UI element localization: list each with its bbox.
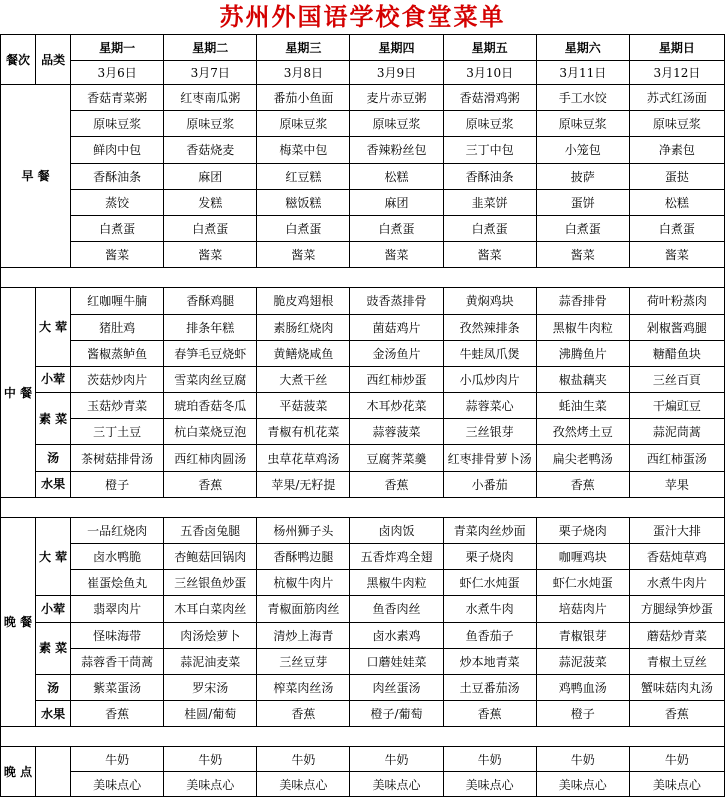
menu-item: 香辣粉丝包 xyxy=(350,137,443,163)
menu-item: 蒸饺 xyxy=(71,189,164,215)
menu-item: 培菇肉片 xyxy=(536,596,629,622)
category-label: 素 菜 xyxy=(36,622,71,674)
day-name: 星期日 xyxy=(629,35,724,61)
menu-item: 翡翠肉片 xyxy=(71,596,164,622)
section-gap xyxy=(1,727,725,747)
menu-item: 酱菜 xyxy=(350,242,443,268)
menu-item: 沸腾鱼片 xyxy=(536,340,629,366)
menu-item: 苹果/无籽提 xyxy=(257,471,350,497)
menu-item: 美味点心 xyxy=(629,772,724,797)
menu-item: 酱菜 xyxy=(536,242,629,268)
menu-item: 香蕉 xyxy=(71,701,164,727)
menu-item: 雪菜肉丝豆腐 xyxy=(164,366,257,392)
menu-item: 虫草花草鸡汤 xyxy=(257,445,350,471)
menu-item: 青椒土豆丝 xyxy=(629,648,724,674)
menu-item: 蚝油生菜 xyxy=(536,393,629,419)
day-name: 星期二 xyxy=(164,35,257,61)
menu-item: 原味豆浆 xyxy=(629,111,724,137)
menu-item: 蟹味菇肉丸汤 xyxy=(629,674,724,700)
menu-item: 蘑菇炒青菜 xyxy=(629,622,724,648)
menu-item: 紫菜蛋汤 xyxy=(71,674,164,700)
menu-item: 香蕉 xyxy=(443,701,536,727)
menu-item: 栗子烧肉 xyxy=(443,544,536,570)
menu-item: 杭椒牛肉片 xyxy=(257,570,350,596)
menu-item: 糍饭糕 xyxy=(257,189,350,215)
menu-item: 西红柿蛋汤 xyxy=(629,445,724,471)
category-label: 素 菜 xyxy=(36,393,71,445)
day-name: 星期三 xyxy=(257,35,350,61)
menu-item: 橙子/葡萄 xyxy=(350,701,443,727)
menu-item: 白煮蛋 xyxy=(443,215,536,241)
menu-item: 三丝豆芽 xyxy=(257,648,350,674)
day-date: 3月7日 xyxy=(164,61,257,85)
menu-item: 清炒上海青 xyxy=(257,622,350,648)
menu-item: 牛奶 xyxy=(629,747,724,772)
menu-item: 木耳白菜肉丝 xyxy=(164,596,257,622)
menu-item: 白煮蛋 xyxy=(536,215,629,241)
menu-item: 茶树菇排骨汤 xyxy=(71,445,164,471)
snack-label: 晚 点 xyxy=(1,747,36,797)
menu-item: 三丁土豆 xyxy=(71,419,164,445)
menu-item: 脆皮鸡翅根 xyxy=(257,288,350,314)
menu-item: 榨菜肉丝汤 xyxy=(257,674,350,700)
menu-item: 糖醋鱼块 xyxy=(629,340,724,366)
menu-item: 一品红烧肉 xyxy=(71,517,164,543)
menu-item: 香蕉 xyxy=(257,701,350,727)
menu-item: 大煮干丝 xyxy=(257,366,350,392)
menu-item: 三丁中包 xyxy=(443,137,536,163)
menu-item: 方腿绿笋炒蛋 xyxy=(629,596,724,622)
dinner-label: 晚 餐 xyxy=(1,517,36,727)
menu-item: 韭菜饼 xyxy=(443,189,536,215)
menu-item: 排条年糕 xyxy=(164,314,257,340)
day-name: 星期一 xyxy=(71,35,164,61)
menu-item: 橙子 xyxy=(536,701,629,727)
menu-item: 三丝银芽 xyxy=(443,419,536,445)
day-date: 3月8日 xyxy=(257,61,350,85)
menu-item: 杭白菜烧豆泡 xyxy=(164,419,257,445)
menu-title: 苏州外国语学校食堂菜单 xyxy=(219,2,506,31)
menu-item: 苹果 xyxy=(629,471,724,497)
menu-item: 鱼香茄子 xyxy=(443,622,536,648)
menu-item: 桂圆/葡萄 xyxy=(164,701,257,727)
menu-item: 香酥油条 xyxy=(443,163,536,189)
menu-item: 原味豆浆 xyxy=(443,111,536,137)
menu-item: 白煮蛋 xyxy=(629,215,724,241)
menu-item: 五香卤兔腿 xyxy=(164,517,257,543)
menu-item: 酱菜 xyxy=(257,242,350,268)
menu-item: 琥珀香菇冬瓜 xyxy=(164,393,257,419)
menu-item: 松糕 xyxy=(629,189,724,215)
menu-item: 牛奶 xyxy=(257,747,350,772)
menu-item: 原味豆浆 xyxy=(71,111,164,137)
menu-item: 牛奶 xyxy=(164,747,257,772)
menu-item: 三丝百頁 xyxy=(629,366,724,392)
menu-item: 蒜蓉菠菜 xyxy=(350,419,443,445)
menu-item: 红枣排骨萝卜汤 xyxy=(443,445,536,471)
menu-item: 青椒面筋肉丝 xyxy=(257,596,350,622)
menu-item: 原味豆浆 xyxy=(350,111,443,137)
menu-item: 罗宋汤 xyxy=(164,674,257,700)
menu-item: 牛奶 xyxy=(350,747,443,772)
menu-item: 美味点心 xyxy=(71,772,164,797)
menu-item: 梅菜中包 xyxy=(257,137,350,163)
menu-item: 栗子烧肉 xyxy=(536,517,629,543)
menu-item: 番茄小鱼面 xyxy=(257,85,350,111)
menu-item: 酱菜 xyxy=(164,242,257,268)
menu-item: 牛奶 xyxy=(536,747,629,772)
day-date: 3月12日 xyxy=(629,61,724,85)
menu-item: 麻团 xyxy=(164,163,257,189)
menu-item: 红咖喱牛腩 xyxy=(71,288,164,314)
menu-item: 香蕉 xyxy=(536,471,629,497)
menu-item: 香蕉 xyxy=(629,701,724,727)
menu-item: 崔蛋烩鱼丸 xyxy=(71,570,164,596)
menu-item: 肉丝蛋汤 xyxy=(350,674,443,700)
menu-item: 红豆糕 xyxy=(257,163,350,189)
menu-item: 扁尖老鸭汤 xyxy=(536,445,629,471)
category-empty xyxy=(36,747,71,797)
menu-item: 素肠红烧肉 xyxy=(257,314,350,340)
menu-item: 美味点心 xyxy=(257,772,350,797)
menu-item: 披萨 xyxy=(536,163,629,189)
menu-item: 猪肚鸡 xyxy=(71,314,164,340)
section-gap xyxy=(1,268,725,288)
day-date: 3月11日 xyxy=(536,61,629,85)
category-label: 汤 xyxy=(36,674,71,700)
menu-item: 菌菇鸡片 xyxy=(350,314,443,340)
menu-item: 蒜泥油麦菜 xyxy=(164,648,257,674)
category-label: 汤 xyxy=(36,445,71,471)
menu-item: 美味点心 xyxy=(164,772,257,797)
menu-item: 卤肉饭 xyxy=(350,517,443,543)
menu-item: 麦片赤豆粥 xyxy=(350,85,443,111)
day-date: 3月10日 xyxy=(443,61,536,85)
menu-item: 白煮蛋 xyxy=(71,215,164,241)
menu-item: 三丝银鱼炒蛋 xyxy=(164,570,257,596)
menu-item: 香蕉 xyxy=(164,471,257,497)
menu-item: 牛奶 xyxy=(71,747,164,772)
day-name: 星期五 xyxy=(443,35,536,61)
menu-item: 香酥油条 xyxy=(71,163,164,189)
day-name: 星期四 xyxy=(350,35,443,61)
menu-item: 香菇烧麦 xyxy=(164,137,257,163)
menu-item: 平菇菠菜 xyxy=(257,393,350,419)
menu-item: 麻团 xyxy=(350,189,443,215)
menu-item: 小瓜炒肉片 xyxy=(443,366,536,392)
category-label: 水果 xyxy=(36,701,71,727)
menu-item: 原味豆浆 xyxy=(536,111,629,137)
menu-item: 香蕉 xyxy=(350,471,443,497)
menu-item: 卤水素鸡 xyxy=(350,622,443,648)
menu-item: 虾仁水炖蛋 xyxy=(443,570,536,596)
menu-item: 荷叶粉蒸肉 xyxy=(629,288,724,314)
menu-item: 鸡鸭血汤 xyxy=(536,674,629,700)
menu-item: 剁椒酱鸡腿 xyxy=(629,314,724,340)
menu-item: 木耳炒花菜 xyxy=(350,393,443,419)
menu-item: 酱菜 xyxy=(443,242,536,268)
menu-item: 小笼包 xyxy=(536,137,629,163)
menu-item: 蒜泥菠菜 xyxy=(536,648,629,674)
menu-item: 酱菜 xyxy=(629,242,724,268)
menu-item: 蒜泥茼蒿 xyxy=(629,419,724,445)
menu-item: 青椒银芽 xyxy=(536,622,629,648)
menu-item: 蛋挞 xyxy=(629,163,724,189)
menu-item: 白煮蛋 xyxy=(350,215,443,241)
breakfast-label: 早 餐 xyxy=(1,85,71,268)
menu-item: 土豆番茄汤 xyxy=(443,674,536,700)
category-label: 大 荤 xyxy=(36,288,71,367)
menu-item: 五香炸鸡全翅 xyxy=(350,544,443,570)
menu-item: 蒜蓉菜心 xyxy=(443,393,536,419)
category-label: 大 荤 xyxy=(36,517,71,596)
menu-item: 美味点心 xyxy=(443,772,536,797)
lunch-label: 中 餐 xyxy=(1,288,36,498)
menu-item: 咖喱鸡块 xyxy=(536,544,629,570)
menu-item: 西红柿肉圆汤 xyxy=(164,445,257,471)
menu-item: 酱菜 xyxy=(71,242,164,268)
menu-item: 蛋汁大排 xyxy=(629,517,724,543)
menu-item: 西红柿炒蛋 xyxy=(350,366,443,392)
menu-item: 水煮牛肉片 xyxy=(629,570,724,596)
menu-item: 白煮蛋 xyxy=(164,215,257,241)
menu-item: 豆腐荠菜羹 xyxy=(350,445,443,471)
menu-item: 金汤鱼片 xyxy=(350,340,443,366)
category-label: 小荤 xyxy=(36,596,71,622)
menu-item: 鱼香肉丝 xyxy=(350,596,443,622)
menu-item: 青椒有机花菜 xyxy=(257,419,350,445)
menu-table xyxy=(0,34,725,797)
menu-item: 香菇炖草鸡 xyxy=(629,544,724,570)
menu-item: 发糕 xyxy=(164,189,257,215)
menu-item: 蒜香排骨 xyxy=(536,288,629,314)
menu-item: 原味豆浆 xyxy=(257,111,350,137)
day-name: 星期六 xyxy=(536,35,629,61)
header-meal: 餐次 xyxy=(1,35,36,85)
menu-item: 黄鳝烧咸鱼 xyxy=(257,340,350,366)
menu-item: 玉菇炒青菜 xyxy=(71,393,164,419)
menu-item: 干煸豇豆 xyxy=(629,393,724,419)
menu-item: 青菜肉丝炒面 xyxy=(443,517,536,543)
menu-item: 黑椒牛肉粒 xyxy=(350,570,443,596)
menu-item: 椒盐藕夹 xyxy=(536,366,629,392)
menu-item: 美味点心 xyxy=(350,772,443,797)
category-label: 水果 xyxy=(36,471,71,497)
menu-item: 炒本地青菜 xyxy=(443,648,536,674)
menu-item: 原味豆浆 xyxy=(164,111,257,137)
menu-item: 虾仁水炖蛋 xyxy=(536,570,629,596)
menu-item: 橙子 xyxy=(71,471,164,497)
category-label: 小荤 xyxy=(36,366,71,392)
menu-item: 怪味海带 xyxy=(71,622,164,648)
menu-item: 孜然烤土豆 xyxy=(536,419,629,445)
menu-item: 白煮蛋 xyxy=(257,215,350,241)
menu-item: 香菇滑鸡粥 xyxy=(443,85,536,111)
menu-item: 牛蛙凤爪煲 xyxy=(443,340,536,366)
menu-item: 酱椒蒸鲈鱼 xyxy=(71,340,164,366)
menu-item: 蛋饼 xyxy=(536,189,629,215)
menu-item: 杏鲍菇回锅肉 xyxy=(164,544,257,570)
menu-item: 鲜肉中包 xyxy=(71,137,164,163)
menu-item: 口蘑娃娃菜 xyxy=(350,648,443,674)
menu-item: 孜然辣排条 xyxy=(443,314,536,340)
menu-item: 香酥鸭边腿 xyxy=(257,544,350,570)
day-date: 3月6日 xyxy=(71,61,164,85)
day-date: 3月9日 xyxy=(350,61,443,85)
menu-item: 手工水饺 xyxy=(536,85,629,111)
menu-item: 蒜蓉香干茼蒿 xyxy=(71,648,164,674)
menu-item: 肉汤烩萝卜 xyxy=(164,622,257,648)
menu-item: 红枣南瓜粥 xyxy=(164,85,257,111)
menu-item: 牛奶 xyxy=(443,747,536,772)
menu-item: 松糕 xyxy=(350,163,443,189)
menu-item: 美味点心 xyxy=(536,772,629,797)
menu-item: 香酥鸡腿 xyxy=(164,288,257,314)
menu-item: 小番茄 xyxy=(443,471,536,497)
menu-item: 茨菇炒肉片 xyxy=(71,366,164,392)
menu-item: 杨州狮子头 xyxy=(257,517,350,543)
menu-item: 水煮牛肉 xyxy=(443,596,536,622)
menu-item: 豉香蒸排骨 xyxy=(350,288,443,314)
menu-item: 春笋毛豆烧虾 xyxy=(164,340,257,366)
menu-item: 苏式红汤面 xyxy=(629,85,724,111)
menu-item: 黑椒牛肉粒 xyxy=(536,314,629,340)
menu-item: 黄焖鸡块 xyxy=(443,288,536,314)
section-gap xyxy=(1,497,725,517)
header-category: 品类 xyxy=(36,35,71,85)
menu-item: 卤水鸭脆 xyxy=(71,544,164,570)
menu-item: 香菇青菜粥 xyxy=(71,85,164,111)
menu-item: 净素包 xyxy=(629,137,724,163)
